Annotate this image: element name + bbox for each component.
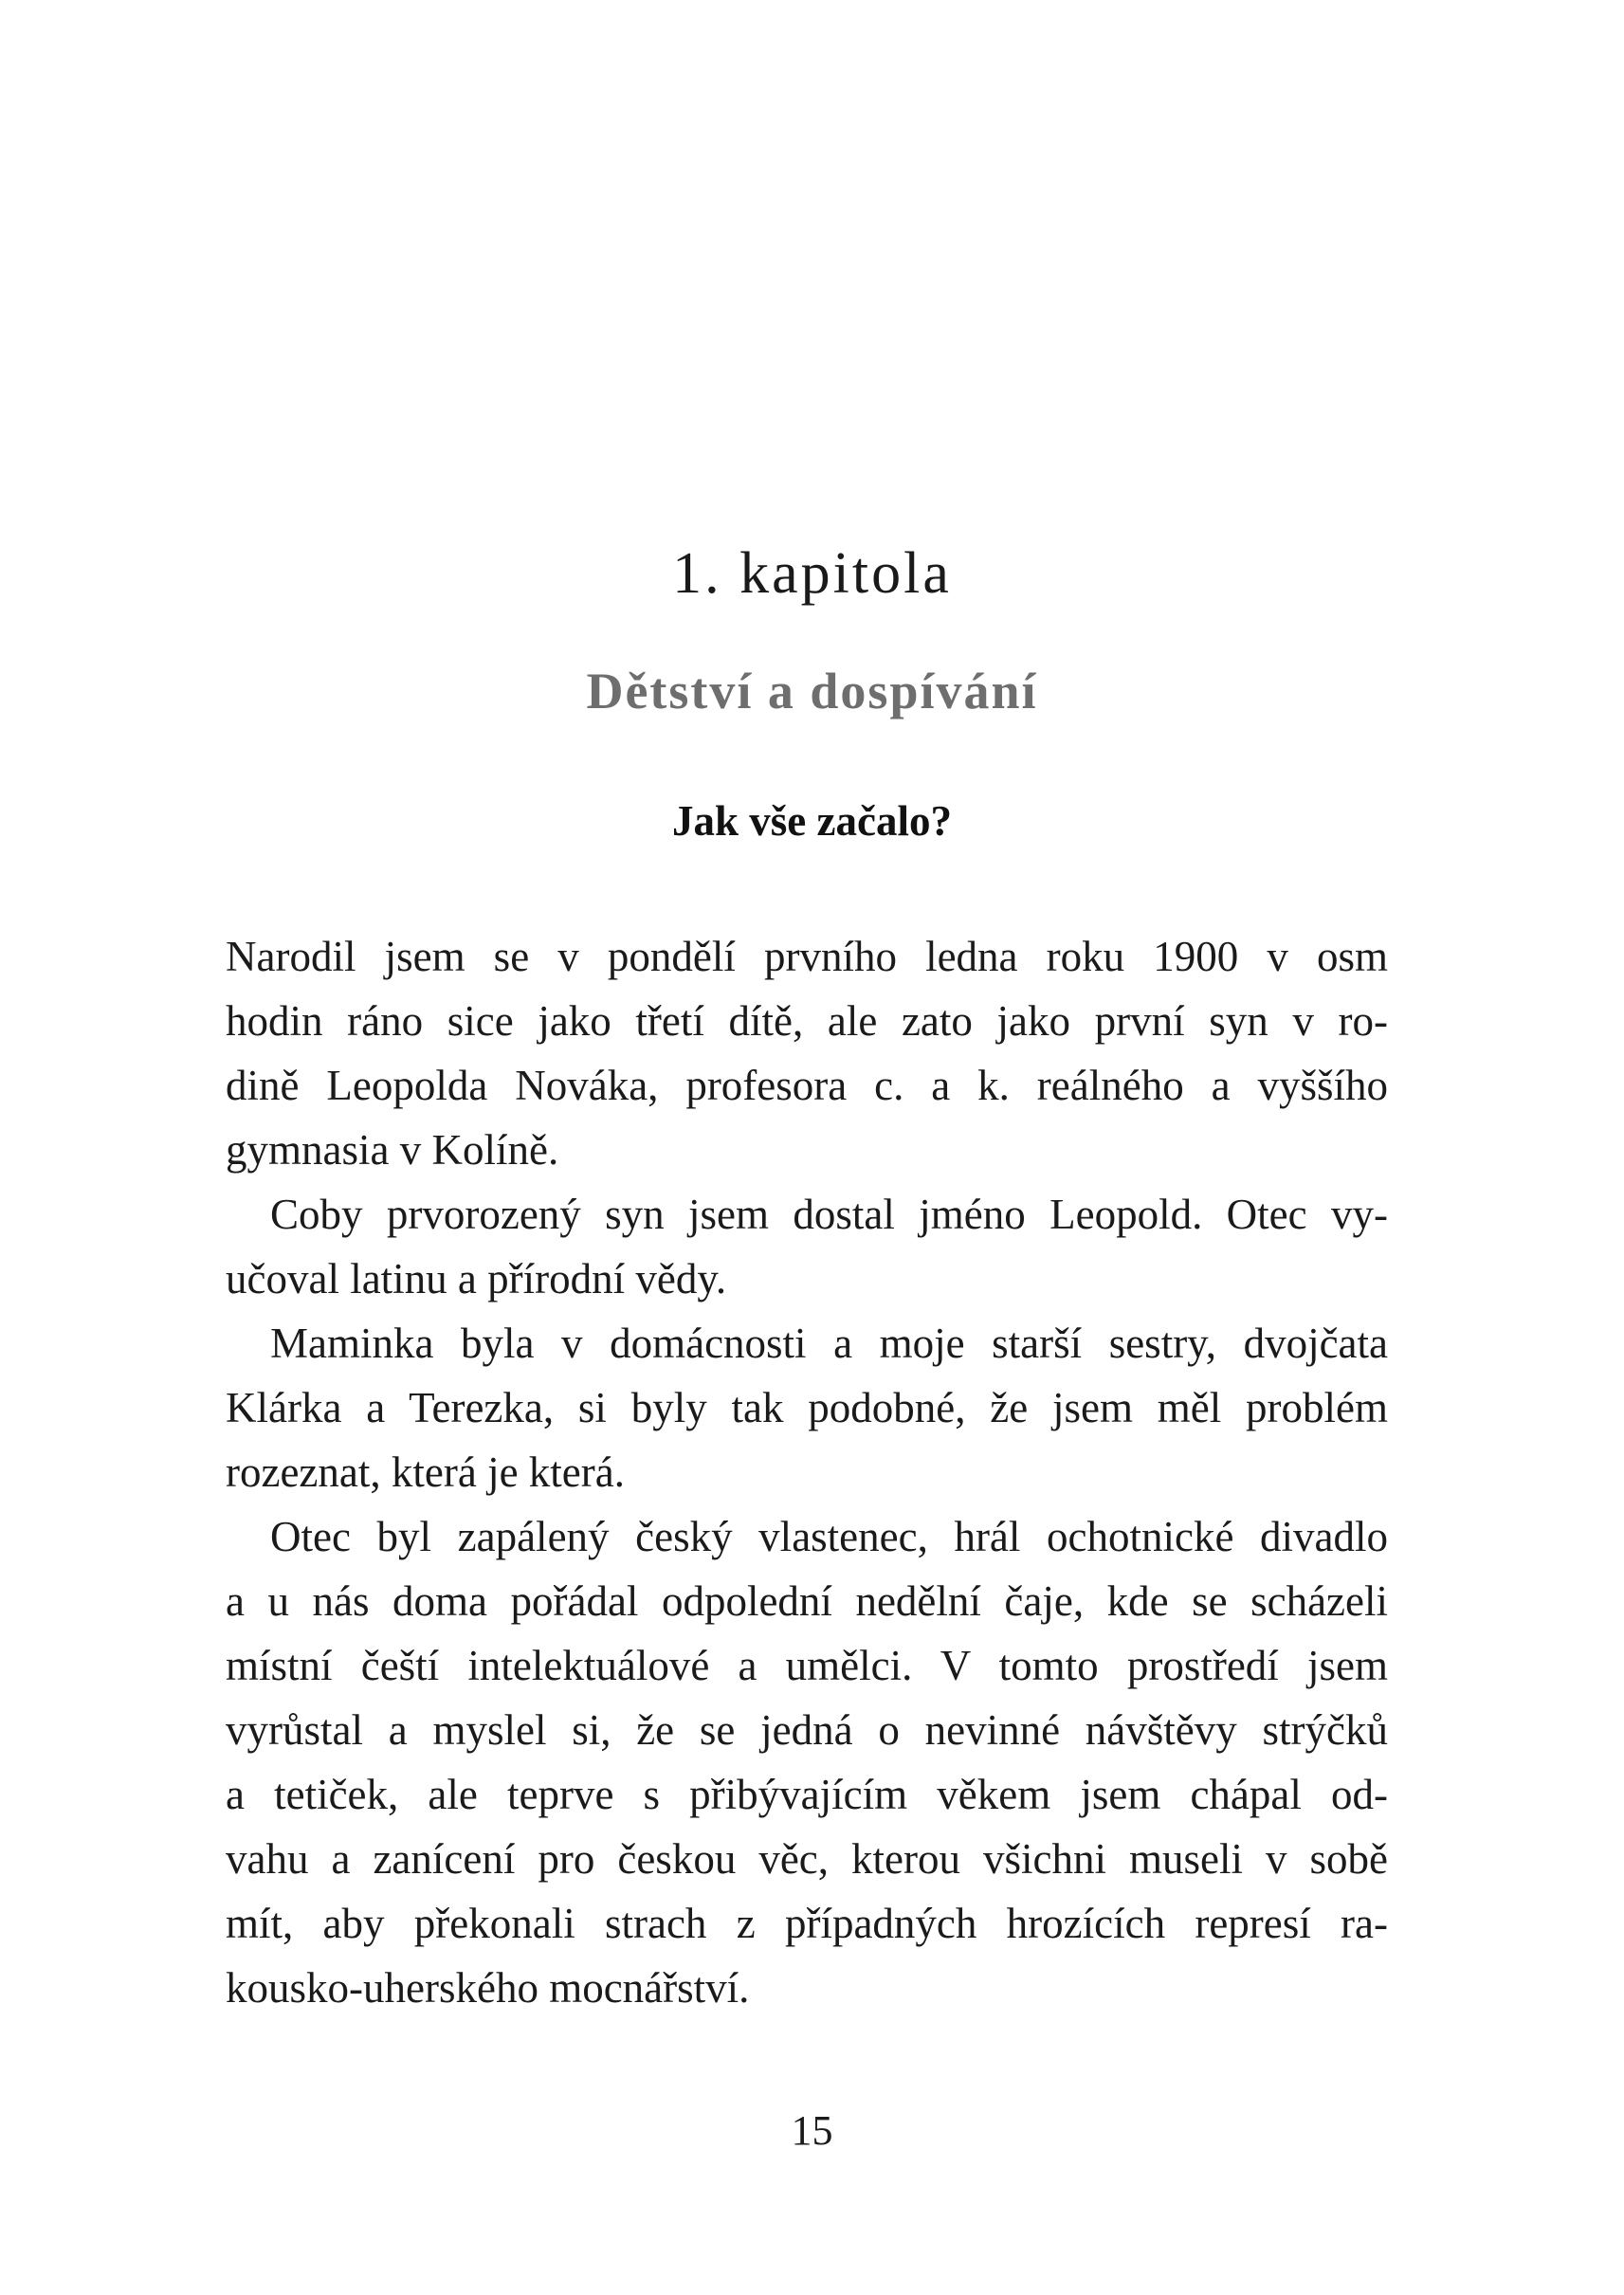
paragraph	[226, 1182, 1388, 1311]
text-line: dině Leopolda Nováka, profesora c. a k. reálného a vyššího	[226, 1062, 1388, 1109]
text-line: Maminka byla v domácnosti a moje starší sestry, dvojčata	[270, 1320, 1388, 1367]
text-line: místní čeští intelektuálové a umělci. V tomto prostředí jsem	[226, 1642, 1388, 1689]
text-line: kousko-uherského mocnářství.	[226, 1964, 750, 2012]
page-number: 15	[791, 2107, 833, 2154]
chapter-title: Dětství a dospívání	[586, 663, 1038, 719]
text-line: vahu a zanícení pro českou věc, kterou všichni museli v sobě	[226, 1835, 1388, 1883]
text-line: Klárka a Terezka, si byly tak podobné, že jsem měl problém	[226, 1384, 1388, 1431]
section-title: Jak vše začalo?	[672, 797, 952, 845]
text-line: a tetiček, ale teprve s přibývajícím věkem jsem chápal od-	[226, 1771, 1388, 1818]
text-line: mít, aby překonali strach z případných hrozících represí ra-	[226, 1900, 1388, 1947]
text-line: gymnasia v Kolíně.	[226, 1126, 559, 1174]
text-line: rozeznat, která je která.	[226, 1448, 625, 1496]
paragraph	[226, 1504, 1388, 2020]
chapter-number: 1. kapitola	[672, 541, 952, 606]
text-line: učoval latinu a přírodní vědy.	[226, 1255, 727, 1302]
text-line: Otec byl zapálený český vlastenec, hrál ochotnické divadlo	[270, 1513, 1388, 1560]
text-line: Narodil jsem se v pondělí prvního ledna roku 1900 v osm	[226, 933, 1388, 980]
text-line: hodin ráno sice jako třetí dítě, ale zato jako první syn v ro-	[226, 997, 1388, 1045]
body-text	[226, 924, 1388, 2020]
paragraph	[226, 1311, 1388, 1504]
text-line: vyrůstal a myslel si, že se jedná o nevinné návštěvy strýčků	[226, 1706, 1388, 1754]
text-line: Coby prvorozený syn jsem dostal jméno Leopold. Otec vy-	[270, 1191, 1388, 1238]
text-line: a u nás doma pořádal odpolední nedělní čaje, kde se scházeli	[226, 1577, 1388, 1625]
paragraph	[226, 924, 1388, 1182]
